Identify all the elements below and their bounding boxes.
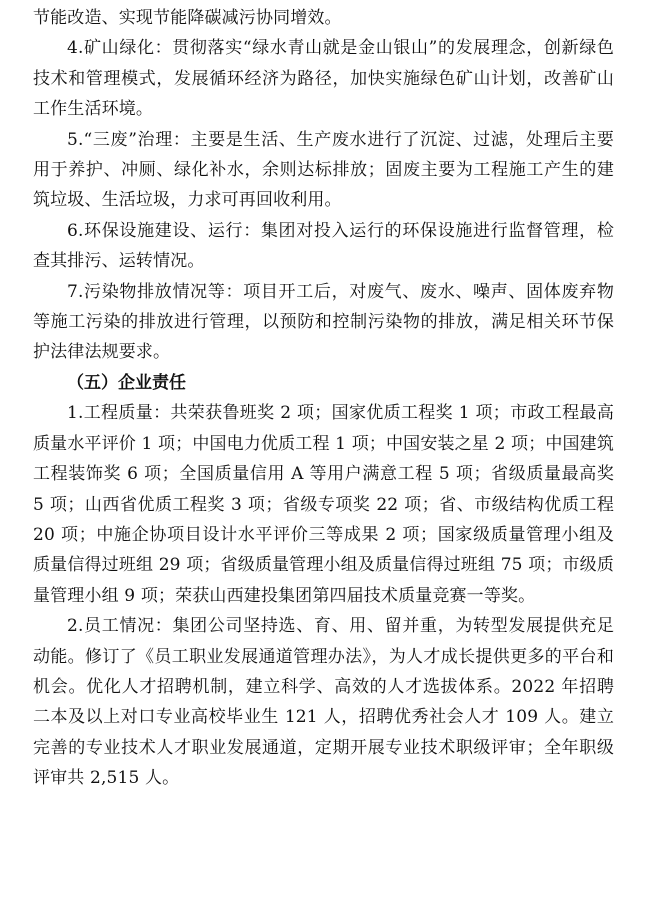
- paragraph-engineering-quality: 1.工程质量：共荣获鲁班奖 2 项；国家优质工程奖 1 项；市政工程最高质量水平评价 1 项；中国电力优质工程 1 项；中国安装之星 2 项；中国建筑工程装饰奖 6 项；全国质量信用 A 等用户满意工程 5 项；省级质量最高奖 5 项；山西省优质工程奖 3 项；省级专项奖 22 项；省、市级结构优质工程 20 项；中施企协项目设计水平评价三等成果 2 项；国家级质量管理小组及质量信得过班组 29 项；省级质量管理小组及质量信得过班组 75 项；市级质量管理小组 9 项；荣获山西建投集团第四届技术质量竞赛一等奖。: [33, 403, 614, 606]
- section-heading-corporate-responsibility: （五）企业责任: [67, 372, 186, 393]
- paragraph-environmental-facilities: 6.环保设施建设、运行：集团对投入运行的环保设施进行监督管理，检查其排污、运转情况。: [33, 220, 614, 272]
- paragraph-mine-greening: 4.矿山绿化：贯彻落实“绿水青山就是金山银山”的发展理念，创新绿色技术和管理模式，发展循环经济为路径，加快实施绿色矿山计划，改善矿山工作生活环境。: [33, 38, 614, 120]
- paragraph-three-wastes: 5.“三废”治理：主要是生活、生产废水进行了沉淀、过滤，处理后主要用于养护、冲厕、绿化补水，余则达标排放；固废主要为工程施工产生的建筑垃圾、生活垃圾，力求可再回收利用。: [33, 129, 614, 211]
- paragraph-employee-situation: 2.员工情况：集团公司坚持选、育、用、留并重，为转型发展提供充足动能。修订了《员工职业发展通道管理办法》，为人才成长提供更多的平台和机会。优化人才招聘机制，建立科学、高效的人才选拔体系。2022 年招聘二本及以上对口专业高校毕业生 121 人，招聘优秀社会人才 109 人。建立完善的专业技术人才职业发展通道，定期开展专业技术职级评审；全年职级评审共 2,515 人。: [33, 616, 614, 789]
- paragraph-continuation: 节能改造、实现节能降碳减污协同增效。: [33, 8, 342, 28]
- document-page: [33, 3, 614, 794]
- paragraph-pollutant-discharge: 7.污染物排放情况等：项目开工后，对废气、废水、噪声、固体废弃物等施工污染的排放进行管理，以预防和控制污染物的排放，满足相关环节保护法律法规要求。: [33, 281, 614, 363]
